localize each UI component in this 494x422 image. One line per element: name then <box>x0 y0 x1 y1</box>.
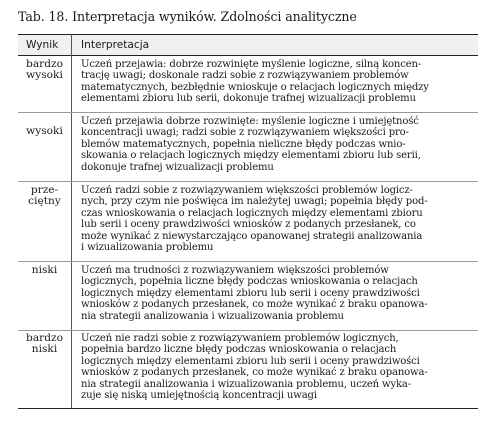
table-top-rule <box>18 34 478 35</box>
row-separator <box>18 330 478 331</box>
header-interpretacja: Interpretacja <box>81 39 150 51</box>
row-separator <box>18 181 478 182</box>
row-interpretacja: Uczeń radzi sobie z rozwiązywaniem większości problemów logicz- nych, przy czym nie poświęca im należytej uwagi; popełnia błędy pod- czas wnioskowania o relacjach logicznych między elementami zbioru lub serii i oceny prawdziwości wniosków z podanych przesłanek, co może wynikać z niewystarczająco opanowanej strategii analizowania i wizualizowania problemu <box>81 185 428 254</box>
row-separator <box>18 112 478 113</box>
row-wynik: niski <box>31 264 58 276</box>
row-wynik: bardzo wysoki <box>26 58 63 82</box>
row-interpretacja: Uczeń nie radzi sobie z rozwiązywaniem problemów logicznych, popełnia bardzo liczne błędy podczas wnioskowania o relacjach logicznych między elementami zbioru lub serii i oceny prawdziwości wniosków z podanych przesłanek, co może wynikać z braku opanowa- nia strategii analizowania i wizualizowania problemu, uczeń wyka- zuje się niską umiejętnością koncentracji uwagi <box>81 333 428 402</box>
column-divider <box>71 34 72 408</box>
row-interpretacja: Uczeń przejawia: dobrze rozwinięte myślenie logiczne, silną koncen- trację uwagi; doskonale radzi sobie z rozwiązywaniem problemów matematycznych, bezbłędnie wnioskuje o relacjach logicznych między elementami zbioru lub serii, dokonuje trafnej wizualizacji problemu <box>81 59 429 105</box>
row-interpretacja: Uczeń ma trudności z rozwiązywaniem większości problemów logicznych, popełnia liczne błędy podczas wnioskowania o relacjach logicznych między elementami zbioru lub serii i oceny prawdziwości wniosków z podanych przesłanek, co może wynikać z braku opanowa- nia strategii analizowania i wizualizowania problemu <box>81 265 428 322</box>
row-separator <box>18 261 478 262</box>
row-interpretacja: Uczeń przejawia dobrze rozwinięte: myślenie logiczne i umiejętność koncentracji uwagi; radzi sobie z rozwiązywaniem większości pro- blemów matematycznych, popełnia nieliczne błędy podczas wnio- skowania o relacjach logicznych między elementami zbioru lub serii, dokonuje trafnej wizualizacji problemu <box>81 116 421 173</box>
table-caption: Tab. 18. Interpretacja wyników. Zdolności analityczne <box>18 9 357 24</box>
table-bottom-rule <box>18 408 478 409</box>
row-wynik: wysoki <box>26 125 63 137</box>
row-wynik: bardzo niski <box>26 332 63 356</box>
header-bottom-rule <box>18 55 478 56</box>
header-wynik: Wynik <box>26 39 59 51</box>
row-wynik: prze- ciętny <box>28 184 61 208</box>
